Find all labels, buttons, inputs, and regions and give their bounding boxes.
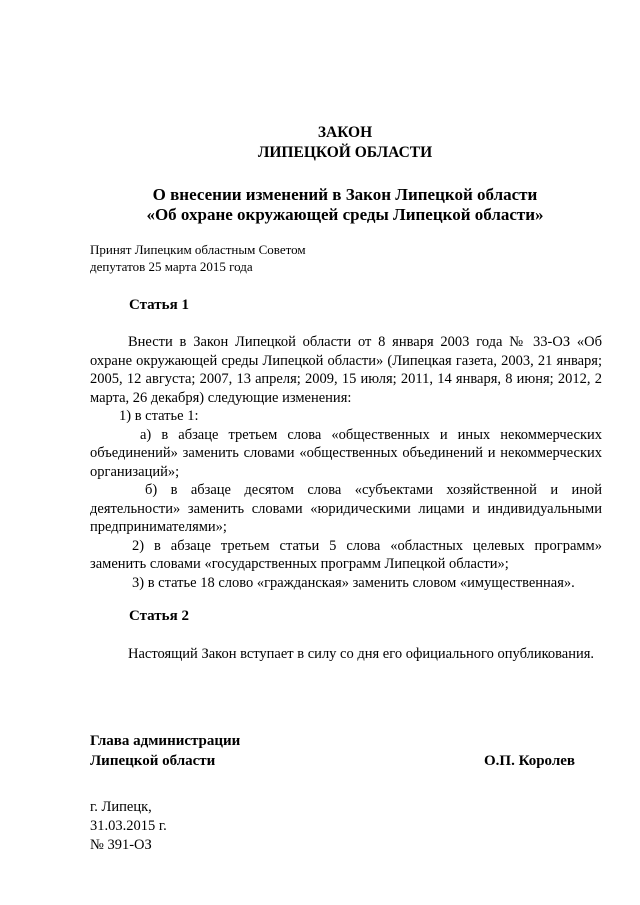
footer-date: 31.03.2015 г. — [90, 818, 167, 834]
article1-body — [90, 333, 602, 592]
adoption-line1: Принят Липецким областным Советом — [90, 242, 306, 257]
law-subtitle — [0, 185, 640, 225]
document-footer — [90, 798, 167, 855]
article2-body — [90, 645, 602, 664]
article1-item3: 3) в статье 18 слово «гражданская» заменить словом «имущественная». — [132, 574, 575, 591]
signatory-position-line1: Глава администрации — [90, 733, 241, 749]
article1-item1: 1) в статье 1: — [119, 408, 199, 424]
law-title-line1: ЗАКОН — [317, 124, 373, 141]
article1-item1b: б) в абзаце десятом слова «субъектами хозяйственной и иной деятельности» заменить словами «юридическими лицами и индивидуальными предпринимателями»; — [90, 482, 602, 535]
adoption-note — [90, 241, 306, 275]
law-title-line2: ЛИПЕЦКОЙ ОБЛАСТИ — [257, 144, 433, 161]
law-subtitle-line1: О внесении изменений в Закон Липецкой области — [152, 185, 538, 204]
footer-city: г. Липецк, — [90, 799, 152, 815]
signatory-position-line2: Липецкой области — [90, 753, 216, 769]
article1-item1a: а) в абзаце третьем слова «общественных и иных некоммерческих объединений» заменить словами «общественных объединений и некоммерческих организаций»; — [90, 426, 602, 480]
article1-heading: Статья 1 — [129, 297, 189, 313]
law-title — [0, 123, 640, 163]
footer-number: № 391-ОЗ — [90, 837, 152, 853]
article2-text: Настоящий Закон вступает в силу со дня его официального опубликования. — [128, 646, 595, 662]
signatory-name: О.П. Королев — [484, 753, 576, 769]
law-subtitle-line2: «Об охране окружающей среды Липецкой области» — [146, 205, 544, 224]
adoption-line2: депутатов 25 марта 2015 года — [90, 259, 253, 274]
article1-item2: 2) в абзаце третьем статьи 5 слова «областных целевых программ» заменить словами «государственных программ Липецкой области»; — [90, 537, 602, 572]
signatory-position — [90, 731, 240, 771]
article2-heading: Статья 2 — [129, 608, 189, 624]
article1-intro: Внести в Закон Липецкой области от 8 января 2003 года № 33-ОЗ «Об охране окружающей среды Липецкой области» (Липецкая газета, 2003, 21 января; 2005, 12 августа; 2007, 13 апреля; 2009, 15 июля; 2011, 14 января, 8 июня; 2012, 2 марта, 26 декабря) следующие изменения: — [90, 334, 602, 406]
